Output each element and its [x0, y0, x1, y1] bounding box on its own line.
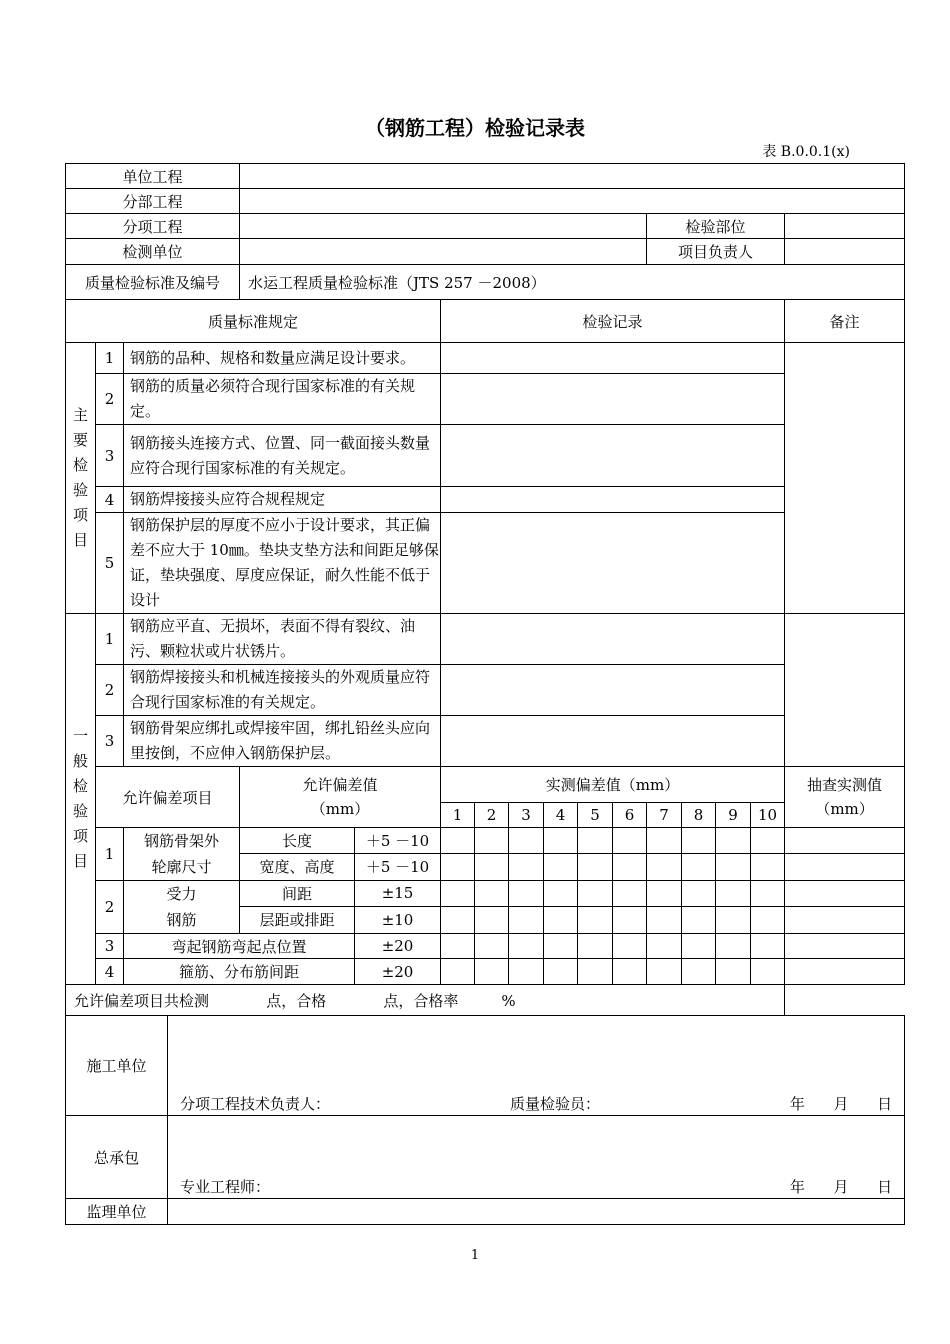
measure-cell[interactable] [682, 934, 716, 959]
deviation-sub-item: 层距或排距 [240, 906, 355, 933]
measure-cell[interactable] [751, 959, 785, 985]
measure-cell[interactable] [751, 906, 785, 933]
division-project-field[interactable] [240, 189, 905, 214]
measure-cell[interactable] [578, 828, 613, 854]
general-item-record[interactable] [441, 614, 785, 665]
measure-cell[interactable] [578, 959, 613, 985]
general-items-group-label: 一 般 检 验 项 目 [66, 614, 96, 985]
measure-cell[interactable] [647, 959, 682, 985]
main-item-text: 钢筋保护层的厚度不应小于设计要求，其正偏 差不应大于 10㎜。垫块支垫方法和间距足够保 证，垫块强度、厚度应保证，耐久性能不低于 设计 [124, 513, 441, 614]
contractor-sign-area[interactable] [168, 1116, 905, 1199]
general-item-text: 钢筋应平直、无损坏，表面不得有裂纹、油 污、颗粒状或片状锈片。 [124, 614, 441, 665]
engineer-sign-label: 专业工程师： [180, 1178, 271, 1196]
measure-col-6: 6 [613, 803, 647, 828]
measure-cell[interactable] [647, 828, 682, 854]
standard-label: 质量检验标准及编号 [66, 265, 240, 300]
general-items-remark[interactable] [785, 614, 905, 767]
main-item-text: 钢筋的质量必须符合现行国家标准的有关规 定。 [124, 374, 441, 425]
main-item-record[interactable] [441, 487, 785, 513]
measure-cell[interactable] [544, 853, 578, 880]
deviation-item-number: 4 [96, 959, 124, 985]
measure-cell[interactable] [751, 881, 785, 907]
page-title: （钢筋工程）检验记录表 [365, 116, 585, 140]
general-item-number: 1 [96, 614, 124, 665]
measure-cell[interactable] [475, 881, 509, 907]
deviation-allowance: ±10 [355, 906, 441, 933]
measure-cell[interactable] [613, 828, 647, 854]
inspection-record-table [65, 163, 905, 1225]
deviation-summary: 允许偏差项目共检测 点，合格 点，合格率 % [66, 985, 785, 1016]
standard-value: 水运工程质量检验标准（JTS 257 －2008） [240, 265, 905, 300]
general-item-text: 钢筋骨架应绑扎或焊接牢固，绑扎铅丝头应向 里按倒，不应伸入钢筋保护层。 [124, 716, 441, 767]
measure-cell[interactable] [509, 881, 544, 907]
main-item-text: 钢筋接头连接方式、位置、同一截面接头数量 应符合现行国家标准的有关规定。 [124, 425, 441, 487]
deviation-value-header: 允许偏差值 （mm） [240, 767, 441, 828]
main-items-remark[interactable] [785, 343, 905, 614]
main-item-record[interactable] [441, 425, 785, 487]
page-number: 1 [470, 1248, 480, 1263]
supervision-sign-area[interactable] [168, 1199, 905, 1225]
spot-check-cell[interactable] [785, 881, 905, 907]
form-number: 表 B.0.0.1(x) [762, 144, 850, 160]
spot-check-header: 抽查实测值 （mm） [785, 767, 905, 828]
measure-cell[interactable] [509, 906, 544, 933]
deviation-sub-item: 宽度、高度 [240, 853, 355, 880]
measure-cell[interactable] [544, 881, 578, 907]
measure-cell[interactable] [716, 934, 751, 959]
measure-cell[interactable] [647, 906, 682, 933]
measure-cell[interactable] [613, 934, 647, 959]
spot-check-cell[interactable] [785, 906, 905, 933]
measure-cell[interactable] [751, 853, 785, 880]
deviation-allowance: ±20 [355, 934, 441, 959]
measure-col-4: 4 [544, 803, 578, 828]
measure-cell[interactable] [716, 853, 751, 880]
measure-cell[interactable] [578, 906, 613, 933]
measure-cell[interactable] [647, 853, 682, 880]
main-items-group-label: 主 要 检 验 项 目 [66, 343, 96, 614]
measure-cell[interactable] [716, 828, 751, 854]
measure-cell[interactable] [475, 959, 509, 985]
main-item-text: 钢筋焊接接头应符合规程规定 [124, 487, 441, 513]
measure-cell[interactable] [716, 906, 751, 933]
deviation-item-number: 3 [96, 934, 124, 959]
measure-cell[interactable] [751, 828, 785, 854]
measure-cell[interactable] [613, 906, 647, 933]
measure-col-2: 2 [475, 803, 509, 828]
measure-col-3: 3 [509, 803, 544, 828]
measure-cell[interactable] [441, 828, 475, 854]
division-project-label: 分部工程 [66, 189, 240, 214]
supervision-unit-label: 监理单位 [66, 1199, 168, 1225]
project-leader-label: 项目负责人 [647, 239, 785, 265]
main-item-number: 5 [96, 513, 124, 614]
general-contractor-label: 总承包 [66, 1116, 168, 1199]
main-item-record[interactable] [441, 343, 785, 374]
inspection-part-label: 检验部位 [647, 214, 785, 239]
general-item-number: 2 [96, 665, 124, 716]
measure-cell[interactable] [716, 881, 751, 907]
quality-inspector-sign-label: 质量检验员： [510, 1095, 601, 1113]
deviation-allowance: ＋5 －10 [355, 828, 441, 854]
measure-cell[interactable] [544, 828, 578, 854]
spot-check-cell[interactable] [785, 959, 905, 985]
measure-cell[interactable] [509, 959, 544, 985]
deviation-sub-item: 长度 [240, 828, 355, 854]
inspection-part-field[interactable] [785, 214, 905, 239]
construction-date: 年 月 日 [789, 1095, 893, 1113]
measure-col-5: 5 [578, 803, 613, 828]
testing-unit-field[interactable] [240, 239, 647, 265]
spot-check-cell[interactable] [785, 934, 905, 959]
deviation-allowance: ±20 [355, 959, 441, 985]
deviation-allowance: ±15 [355, 881, 441, 907]
main-item-record[interactable] [441, 374, 785, 425]
measure-col-9: 9 [716, 803, 751, 828]
measure-cell[interactable] [716, 959, 751, 985]
construction-sign-area[interactable] [168, 1016, 905, 1116]
measure-cell[interactable] [475, 934, 509, 959]
measure-col-8: 8 [682, 803, 716, 828]
main-item-number: 4 [96, 487, 124, 513]
construction-unit-label: 施工单位 [66, 1016, 168, 1116]
measure-cell[interactable] [751, 934, 785, 959]
contractor-date: 年 月 日 [789, 1178, 893, 1196]
unit-project-field[interactable] [240, 164, 905, 189]
main-item-number: 3 [96, 425, 124, 487]
column-standard: 质量标准规定 [66, 300, 441, 343]
measure-cell[interactable] [509, 828, 544, 854]
measure-col-10: 10 [751, 803, 785, 828]
measure-cell[interactable] [441, 906, 475, 933]
measure-cell[interactable] [682, 881, 716, 907]
deviation-item-number: 1 [96, 828, 124, 881]
main-item-text: 钢筋的品种、规格和数量应满足设计要求。 [124, 343, 441, 374]
spot-check-cell[interactable] [785, 828, 905, 854]
measure-cell[interactable] [544, 959, 578, 985]
column-remark: 备注 [785, 300, 905, 343]
deviation-item-name: 钢筋骨架外 轮廓尺寸 [124, 828, 240, 881]
general-item-record[interactable] [441, 665, 785, 716]
general-item-number: 3 [96, 716, 124, 767]
measure-cell[interactable] [578, 853, 613, 880]
measure-cell[interactable] [475, 906, 509, 933]
main-item-record[interactable] [441, 513, 785, 614]
main-item-number: 2 [96, 374, 124, 425]
measure-cell[interactable] [509, 934, 544, 959]
measure-cell[interactable] [682, 906, 716, 933]
column-record: 检验记录 [441, 300, 785, 343]
measure-cell[interactable] [475, 828, 509, 854]
measure-cell[interactable] [441, 881, 475, 907]
measure-cell[interactable] [475, 853, 509, 880]
measure-cell[interactable] [647, 881, 682, 907]
measure-col-1: 1 [441, 803, 475, 828]
general-item-record[interactable] [441, 716, 785, 767]
measure-cell[interactable] [578, 934, 613, 959]
measure-cell[interactable] [441, 934, 475, 959]
measure-cell[interactable] [441, 959, 475, 985]
measure-cell[interactable] [682, 828, 716, 854]
measure-cell[interactable] [544, 906, 578, 933]
measure-cell[interactable] [682, 853, 716, 880]
technical-lead-sign-label: 分项工程技术负责人： [180, 1095, 331, 1113]
subitem-project-label: 分项工程 [66, 214, 240, 239]
measure-cell[interactable] [544, 934, 578, 959]
subitem-project-field[interactable] [240, 214, 647, 239]
measure-cell[interactable] [682, 959, 716, 985]
measure-cell[interactable] [613, 853, 647, 880]
deviation-item-header: 允许偏差项目 [96, 767, 240, 828]
deviation-item-number: 2 [96, 881, 124, 934]
main-item-number: 1 [96, 343, 124, 374]
deviation-item-name: 箍筋、分布筋间距 [124, 959, 355, 985]
measured-deviation-header: 实测偏差值（mm） [441, 767, 785, 803]
testing-unit-label: 检测单位 [66, 239, 240, 265]
deviation-item-name: 弯起钢筋弯起点位置 [124, 934, 355, 959]
measure-cell[interactable] [613, 959, 647, 985]
general-item-text: 钢筋焊接接头和机械连接接头的外观质量应符 合现行国家标准的有关规定。 [124, 665, 441, 716]
measure-cell[interactable] [647, 934, 682, 959]
measure-cell[interactable] [441, 853, 475, 880]
deviation-sub-item: 间距 [240, 881, 355, 907]
unit-project-label: 单位工程 [66, 164, 240, 189]
spot-check-cell[interactable] [785, 853, 905, 880]
project-leader-field[interactable] [785, 239, 905, 265]
measure-cell[interactable] [578, 881, 613, 907]
measure-cell[interactable] [613, 881, 647, 907]
measure-col-7: 7 [647, 803, 682, 828]
deviation-allowance: ＋5 －10 [355, 853, 441, 880]
measure-cell[interactable] [509, 853, 544, 880]
deviation-item-name: 受力 钢筋 [124, 881, 240, 934]
